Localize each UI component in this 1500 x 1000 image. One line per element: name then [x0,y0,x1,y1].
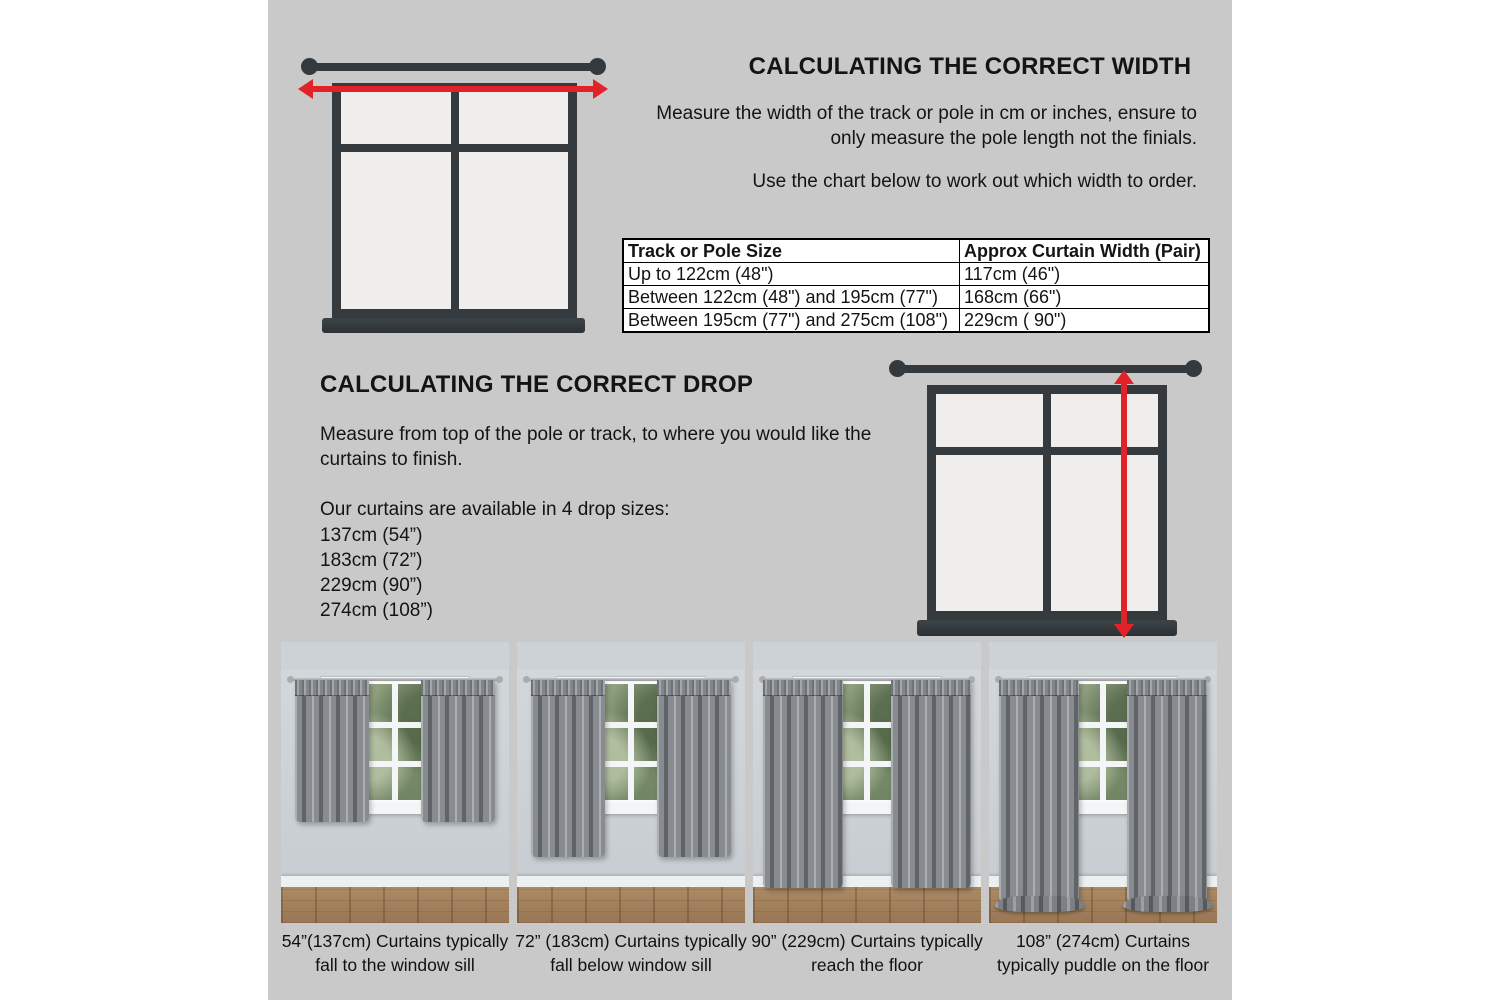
room-floor [281,887,509,923]
pane-mullion [628,684,634,800]
drop-measure-arrow-icon [1121,384,1127,624]
width-measure-arrow-icon [313,86,593,92]
curtain-panel-left [531,680,605,857]
window-mullion-horizontal [341,144,568,152]
window-sill [322,318,585,333]
size-table-header-row [623,239,1209,263]
size-table-row [623,309,1209,333]
curtain-panel-right [657,680,731,857]
curtain-panel-right [1127,680,1207,902]
drop-section-body: Measure from top of the pole or track, to where you would like the curtains to finish. [320,424,872,470]
size-table-cell: Between 195cm (77") and 275cm (108") [623,309,960,333]
photo-curtains-54in [281,642,509,923]
room-floor [753,887,981,923]
window-mullion-vertical [451,92,459,309]
photo-curtains-90in [753,642,981,923]
room-skirting [281,876,509,887]
room-pole-finial-icon [287,676,294,683]
curtain-panel-left [763,680,843,888]
curtain-panel-left [295,680,369,822]
pane-mullion [392,684,398,800]
drop-size-option: 137cm (54”) [320,525,423,546]
pole-finial-left-icon [889,360,906,377]
width-section-heading: CALCULATING THE CORRECT WIDTH [748,53,1192,80]
room-skirting [517,876,745,887]
size-table-cell: 168cm (66") [960,286,1210,309]
size-table-row [623,263,1209,286]
size-table-header-width: Approx Curtain Width (Pair) [960,239,1210,263]
room-floor [517,887,745,923]
room-pole-finial-icon [732,676,739,683]
pole-finial-right-icon [1185,360,1202,377]
curtain-puddle-left [995,896,1085,912]
drop-section-heading: CALCULATING THE CORRECT DROP [320,371,754,398]
width-section-body: Measure the width of the track or pole in cm or inches, ensure to only measure the pole length not the finials. [656,103,1197,149]
drop-size-option: 274cm (108”) [320,600,433,621]
size-table-cell: 229cm ( 90") [960,309,1210,333]
curtain-pole [898,365,1193,373]
photo-caption-72in: 72” (183cm) Curtains typically fall below window sill [515,931,747,975]
curtain-panel-left [999,680,1079,902]
curtain-pole [310,63,597,71]
curtain-panel-right [891,680,971,888]
window-sill [917,620,1177,636]
pane-mullion [864,684,870,800]
room-pole-finial-icon [496,676,503,683]
drop-size-option: 229cm (90”) [320,575,423,596]
curtain-panel-right [421,680,495,822]
window-frame [927,385,1167,620]
size-table-cell: Up to 122cm (48") [623,263,960,286]
photo-curtains-108in [989,642,1217,923]
size-table-header-pole: Track or Pole Size [623,239,960,263]
photo-caption-54in: 54”(137cm) Curtains typically fall to the window sill [281,931,509,975]
photo-caption-90in: 90” (229cm) Curtains typically reach the floor [751,931,983,975]
curtain-puddle-right [1123,896,1213,912]
pole-finial-right-icon [589,58,606,75]
size-table-cell: 117cm (46") [960,263,1210,286]
width-section-chart-note: Use the chart below to work out which width to order. [752,171,1197,192]
room-pole-finial-icon [523,676,530,683]
pole-finial-left-icon [301,58,318,75]
pane-mullion [1100,684,1106,800]
window-frame [332,83,577,318]
size-table-cell: Between 122cm (48") and 195cm (77") [623,286,960,309]
drop-size-list [320,523,620,623]
size-table-row [623,286,1209,309]
window-mullion-vertical [1043,394,1051,611]
photo-caption-108in: 108” (274cm) Curtains typically puddle on the floor [996,931,1210,975]
size-table [622,238,1210,333]
drop-section-intro: Our curtains are available in 4 drop sizes: [320,499,670,520]
photo-curtains-72in [517,642,745,923]
drop-size-option: 183cm (72”) [320,550,423,571]
